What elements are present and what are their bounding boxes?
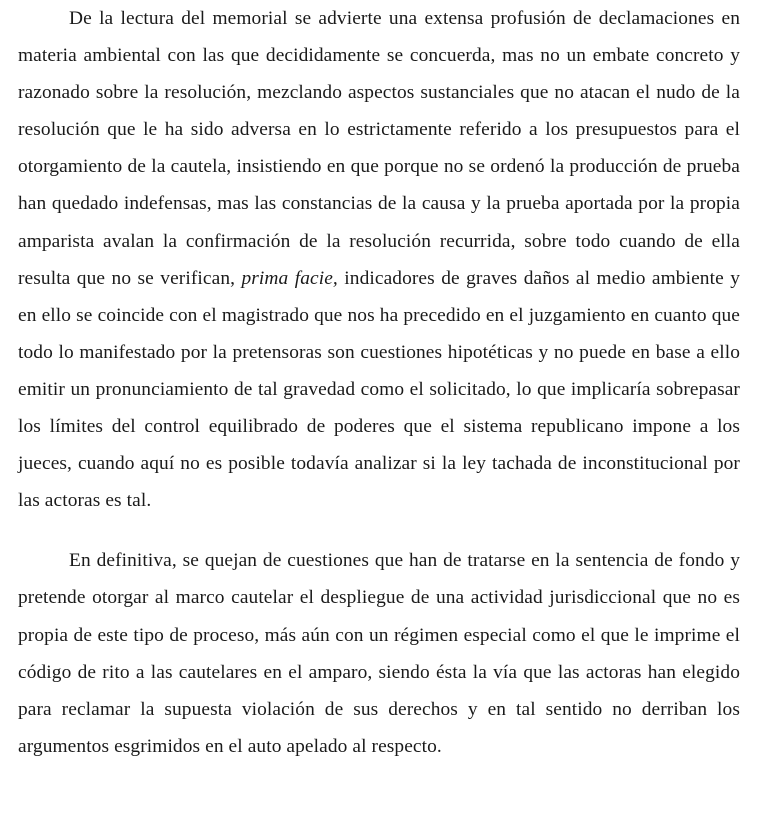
paragraph-2-text: En definitiva, se quejan de cuestiones que han de tratarse en la sentencia de fondo y pretende otorgar al marco cautelar el despliegue de una actividad jurisdiccional que no es propia de este tipo de proceso, más aún con un régimen especial como el que le imprime el código de rito a las cautelares en el amparo, siendo ésta la vía que las actoras han elegido para reclamar la supuesta violación de sus derechos y en tal sentido no derriban los argumentos esgrimidos en el auto apelado al respecto. bbox=[18, 550, 740, 757]
paragraph-1-text-a: De la lectura del memorial se advierte una extensa profusión de declamaciones en materia ambiental con las que decididamente se concuerda, mas no un embate concreto y razonado sobre la resolución, mezclando aspectos sustanciales que no atacan el nudo de la resolución que le ha sido adversa en lo estrictamente referido a los presupuestos para el otorgamiento de la cautela, insistiendo en que porque no se ordenó la producción de prueba han quedado indefensas, mas las constancias de la causa y la prueba aportada por la propia amparista avalan la confirmación de la resolución recurrida, sobre todo cuando de ella resulta que no se verifican, bbox=[18, 8, 740, 289]
paragraph-2 bbox=[18, 542, 740, 765]
paragraph-1-italic-term: prima facie, bbox=[241, 267, 338, 289]
paragraph-1 bbox=[18, 0, 740, 519]
paragraph-1-text-b: indicadores de graves daños al medio ambiente y en ello se coincide con el magistrado que nos ha precedido en el juzgamiento en cuanto que todo lo manifestado por la pretensoras son cuestiones hipotéticas y no puede en base a ello emitir un pronunciamiento de tal gravedad como el solicitado, lo que implicaría sobrepasar los límites del control equilibrado de poderes que el sistema republicano impone a los jueces, cuando aquí no es posible todavía analizar si la ley tachada de inconstitucional por las actoras es tal. bbox=[18, 267, 740, 512]
